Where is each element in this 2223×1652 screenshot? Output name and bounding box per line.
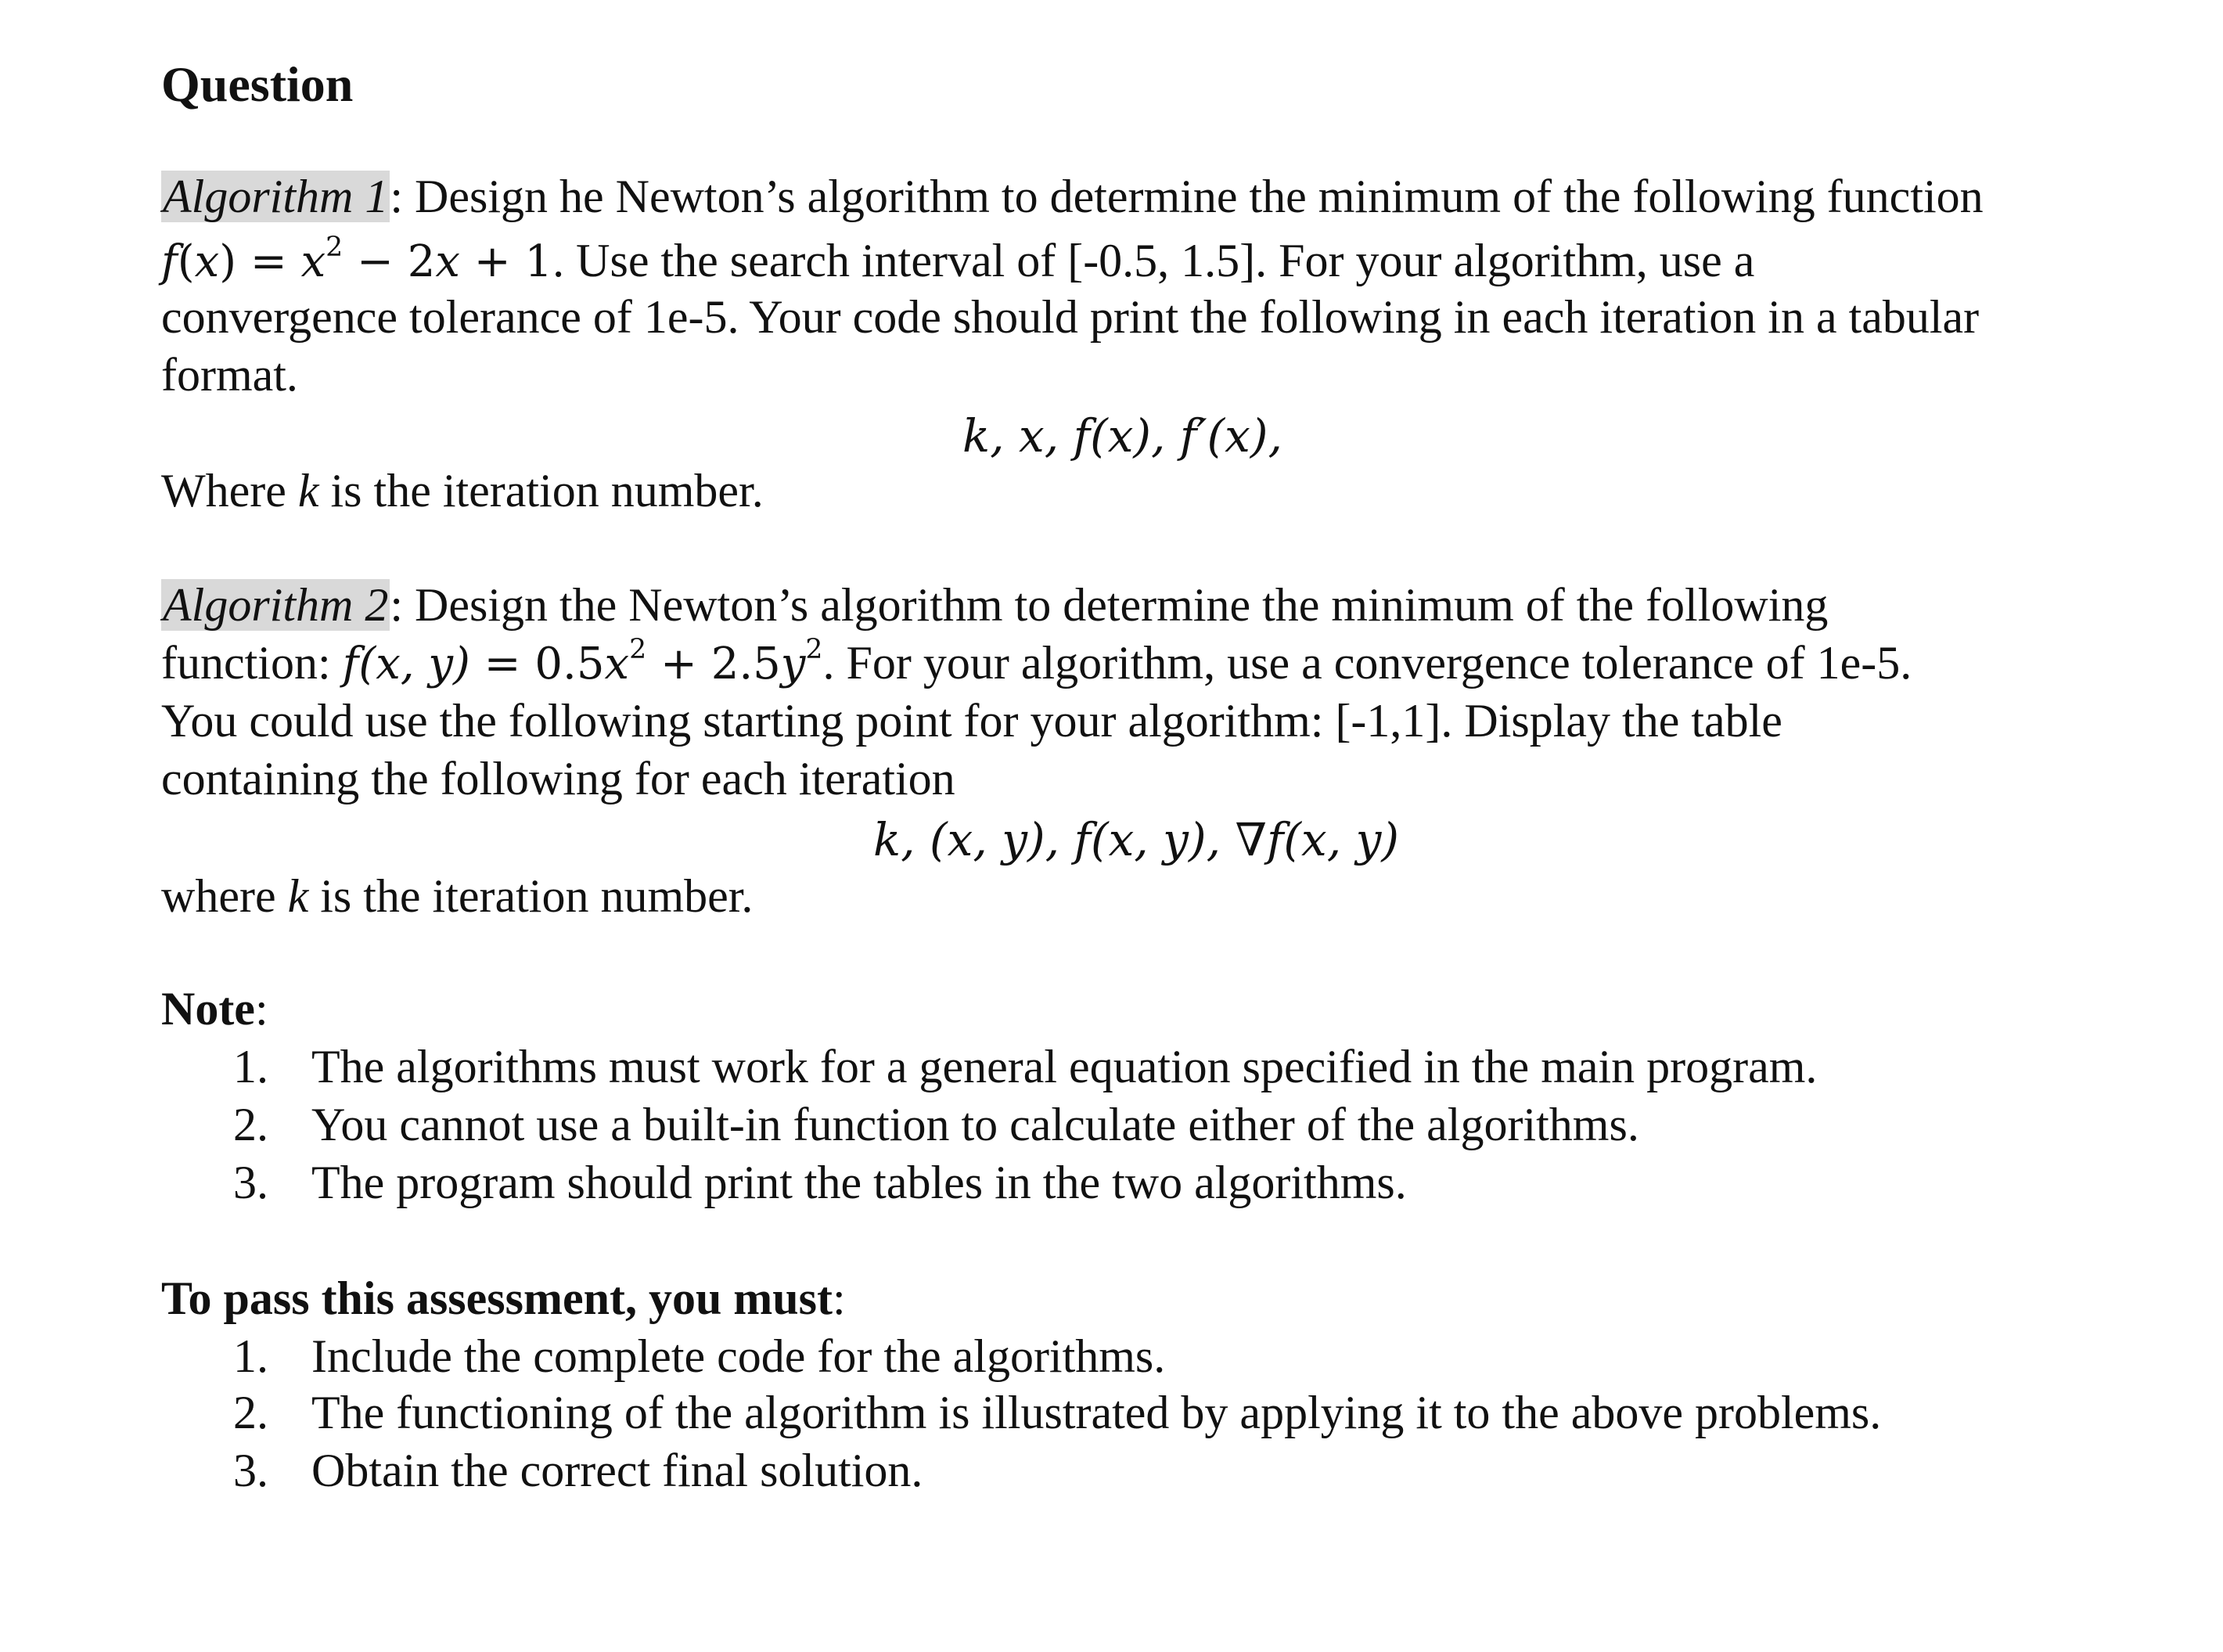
algorithm2-display-formula: k, (x, y), f(x, y), ∇f(x, y) <box>873 813 1400 866</box>
algorithm2-line3: You could use the following starting point for your algorithm: [-1,1]. Display the table <box>161 695 1782 747</box>
note-list-item: 3. The program should print the tables in the two algorithms. <box>233 1157 1407 1208</box>
algorithm1-line2 <box>161 232 1754 291</box>
pass-list-item: 3. Obtain the correct final solution. <box>233 1445 923 1496</box>
algorithm2-where-line: where k is the iteration number. <box>161 870 754 922</box>
pass-heading: To pass this assessment, you must: <box>161 1272 846 1324</box>
note-list-item: 2. You cannot use a built-in function to calculate either of the algorithms. <box>233 1099 1639 1150</box>
algorithm2-function: f(x, $y) = 0.5x^2 + 2.5y^2$ <box>342 633 823 689</box>
pass-list-item: 1. Include the complete code for the algorithms. <box>233 1330 1166 1382</box>
algorithm1-line1-text: : Design he Newton’s algorithm to determine the minimum of the following function <box>390 171 1984 222</box>
algorithm1-line3: convergence tolerance of 1e-5. Your code should print the following in each iteration in a tabular <box>161 291 1980 343</box>
algorithm1-label: Algorithm 1 <box>163 171 389 222</box>
algorithm2-line2: function: f(x, $y) = 0.5x^2 + 2.5y^2$. For your algorithm, use a convergence tolerance of 1e-5. <box>161 633 1912 689</box>
question-heading: Question <box>161 56 354 112</box>
algorithm2-line1-text: : Design the Newton’s algorithm to determine the minimum of the following <box>390 579 1829 631</box>
algorithm1-function: $f(x) = x^2 - 2x + 1$ <box>161 231 553 287</box>
algorithm1-where-line: Where k is the iteration number. <box>161 465 764 516</box>
note-list-item: 1. The algorithms must work for a general equation specified in the main program. <box>233 1041 1818 1092</box>
algorithm1-line2-text: . Use the search interval of [-0.5, 1.5]. For your algorithm, use a <box>552 235 1755 286</box>
note-heading: Note: <box>161 983 268 1035</box>
algorithm1-line4: format. <box>161 349 298 401</box>
algorithm2-line4: containing the following for each iteration <box>161 753 955 804</box>
algorithm1-display-formula: k, x, f(x), f′(x), <box>962 409 1282 462</box>
pass-list-item: 2. The functioning of the algorithm is illustrated by applying it to the above problems. <box>233 1387 1882 1438</box>
algorithm2-label: Algorithm 2 <box>163 579 389 631</box>
algorithm2-line1 <box>161 576 1828 634</box>
algorithm1-line1 <box>161 167 1984 225</box>
